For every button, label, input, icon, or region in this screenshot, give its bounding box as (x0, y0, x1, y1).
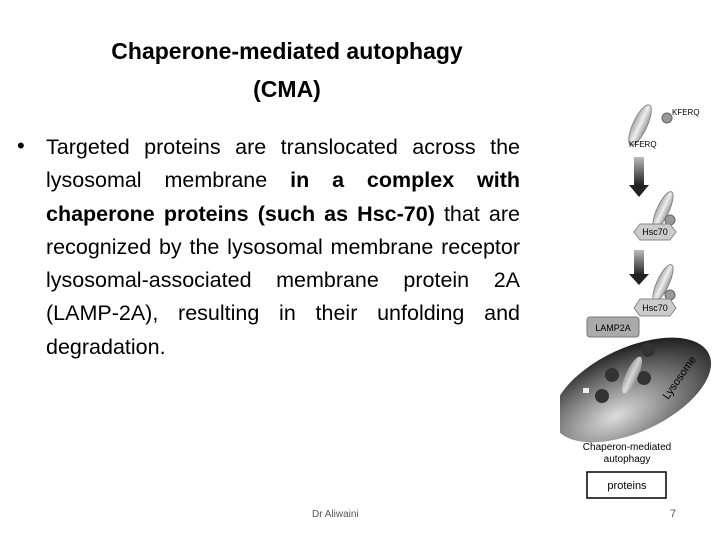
caption-line-2: autophagy (603, 454, 651, 465)
hsc70-label-2: Hsc70 (642, 303, 668, 313)
kferq-label-bottom: KFERQ (629, 140, 657, 149)
proteins-label: proteins (607, 480, 647, 492)
caption-line-1: Chaperon-mediated (582, 442, 672, 453)
kferq-label-top: KFERQ (672, 108, 700, 117)
kferq-motif-icon (662, 113, 672, 123)
title-line-2: (CMA) (253, 76, 321, 102)
slide-title (40, 32, 534, 108)
page-number: 7 (670, 508, 677, 520)
bullet-text (46, 131, 520, 364)
arrow-down-icon (629, 250, 649, 285)
lamp2a-label: LAMP2A (595, 323, 631, 333)
footer-author: Dr Aliwaini (312, 509, 359, 520)
title-line-1: Chaperone-mediated autophagy (111, 38, 463, 64)
bullet-text-bold: in a complex with chaperone proteins (such as Hsc-70) (46, 168, 521, 226)
bullet-icon: • (17, 133, 25, 158)
lysosome-label: Lysosome (660, 354, 699, 402)
arrow-down-icon (629, 157, 649, 197)
cma-diagram (560, 100, 720, 510)
bullet-text-part2: that are recognized by the lysosomal membrane receptor lysosomal-associated membrane protein 2A (LAMP-2A), resulting in their unfolding and degradation. (46, 201, 520, 359)
hsc70-label-1: Hsc70 (642, 227, 668, 237)
bullet-text-part1: Targeted proteins are translocated across the lysosomal membrane (46, 135, 520, 193)
